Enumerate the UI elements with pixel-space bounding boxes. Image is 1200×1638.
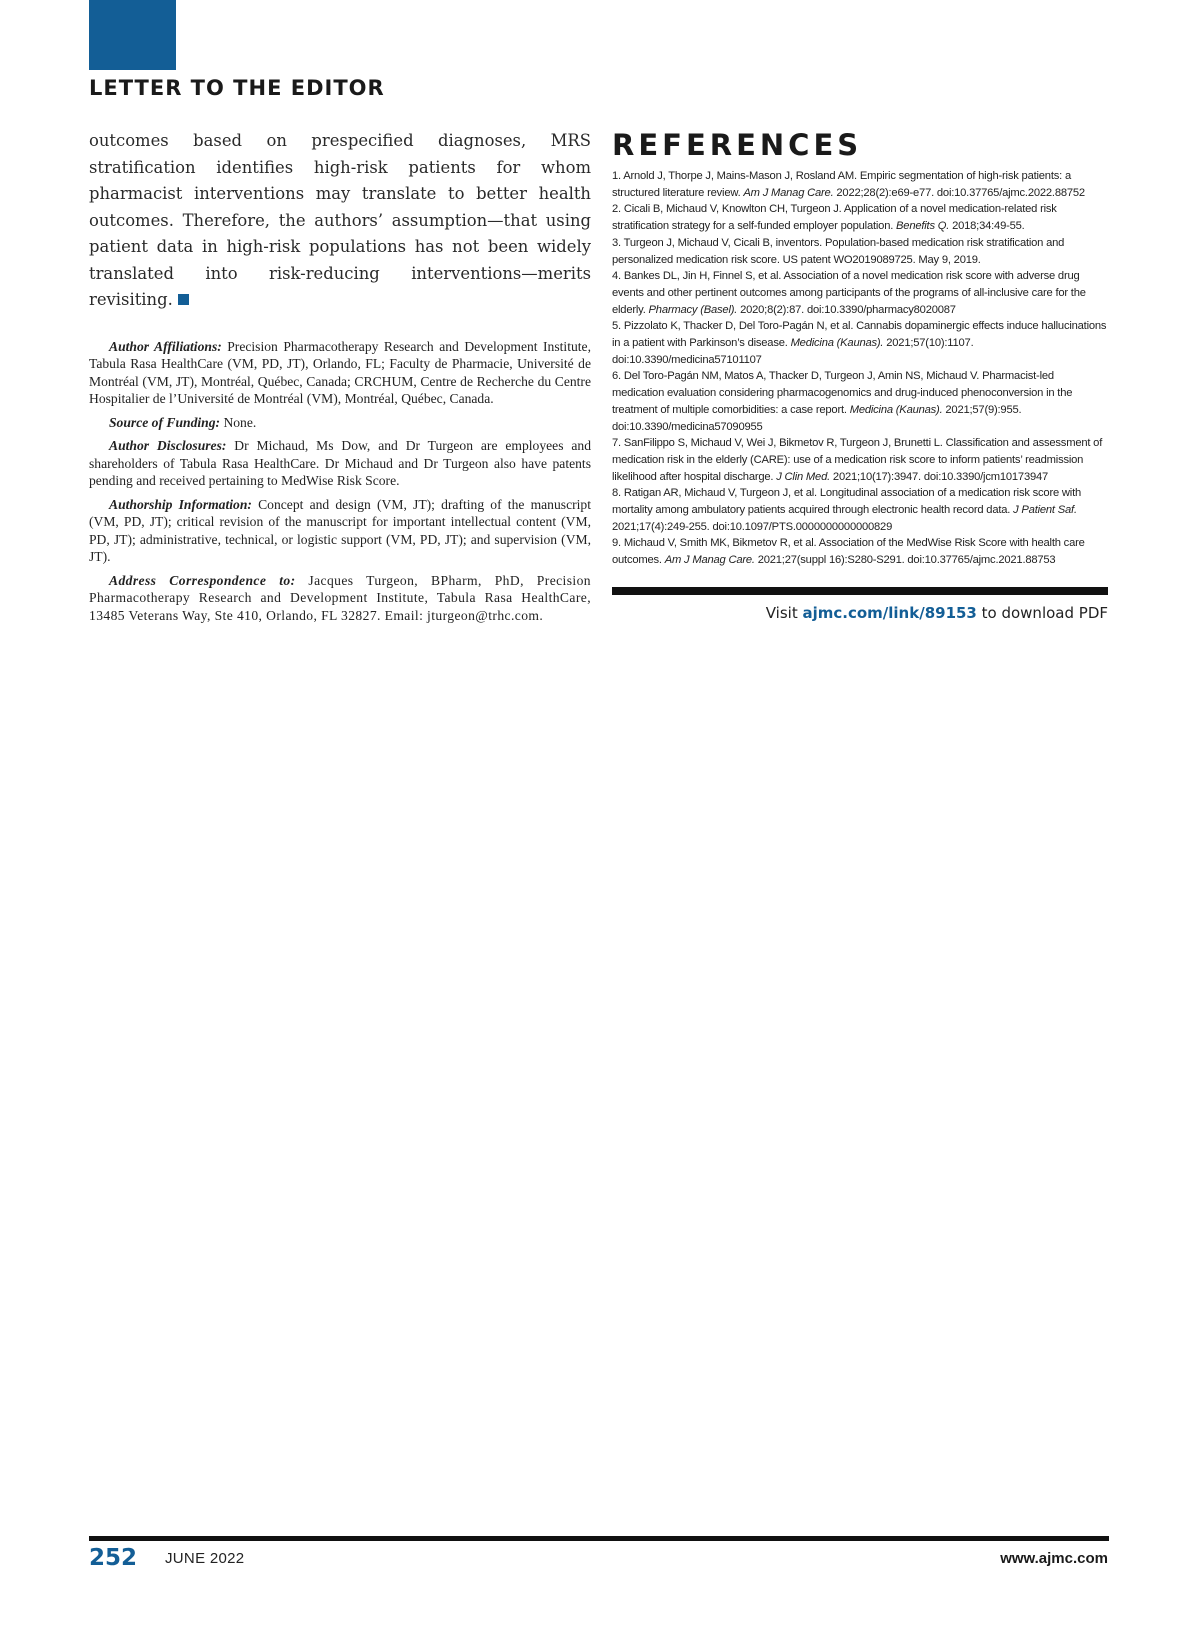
site-url: www.ajmc.com [1000, 1550, 1108, 1567]
note-disclosures-label: Author Disclosures: [109, 438, 227, 453]
note-disclosures [89, 437, 591, 490]
header-color-tab [89, 0, 176, 70]
reference-details: 2021;17(4):249-255. doi:10.1097/PTS.0000000000000829 [612, 520, 893, 533]
reference-journal: J Clin Med. [776, 470, 831, 483]
reference-details: 2021;57(9):955. doi:10.3390/medicina57090955 [612, 403, 1022, 433]
reference-item [612, 485, 1108, 535]
note-disclosures-text: Dr Michaud, Ms Dow, and Dr Turgeon are employees and shareholders of Tabula Rasa HealthCare. Dr Michaud and Dr Turgeon also have patents pending and received pertaining to MedWise Risk Score. [89, 438, 592, 488]
reference-details: 2020;8(2):87. doi:10.3390/pharmacy8020087 [737, 303, 956, 316]
note-affiliations-label: Author Affiliations: [109, 338, 222, 354]
reference-item [612, 168, 1108, 201]
references-divider [612, 587, 1108, 595]
note-correspondence-text: Jacques Turgeon, BPharm, PhD, Precision Pharmacotherapy Research and Development Institute, Tabula Rasa HealthCare, 13485 Veterans Way, Ste 410, Orlando, FL 32827. Email: jturgeon@trhc.com. [89, 572, 591, 623]
note-authorship-label: Authorship Information: [109, 496, 252, 512]
reference-item [612, 535, 1108, 568]
reference-text: 7. SanFilippo S, Michaud V, Wei J, Bikmetov R, Turgeon J, Brunetti L. Classification and assessment of medication risk in the elderly (CARE): use of a medication risk score to inform patients’ readmission likelihood after hospital discharge. [612, 437, 1103, 483]
reference-text: 8. Ratigan AR, Michaud V, Turgeon J, et al. Longitudinal association of a medication risk score with mortality among ambulatory patients acquired through electronic health record data. [612, 487, 1081, 517]
note-authorship [89, 496, 591, 566]
note-funding-label: Source of Funding: [109, 414, 221, 430]
reference-text: 6. Del Toro-Pagán NM, Matos A, Thacker D, Turgeon J, Amin NS, Michaud V. Pharmacist-led medication evaluation considering pharmacogenomics and drug-induced phenoconversion in the treatment of multiple comorbidities: a case report. [612, 370, 1073, 416]
reference-item [612, 435, 1108, 485]
author-notes [89, 338, 591, 625]
body-paragraph [89, 128, 591, 314]
reference-details: 2018;34:49-55. [949, 220, 1025, 233]
reference-text: 5. Pizzolato K, Thacker D, Del Toro-Pagán N, et al. Cannabis dopaminergic effects induce hallucinations in a patient with Parkinson’s disease. [612, 320, 1107, 350]
references-list [612, 168, 1108, 569]
reference-journal: Am J Manag Care. [664, 554, 755, 567]
reference-journal: J Patient Saf. [1013, 504, 1077, 517]
section-label: LETTER TO THE EDITOR [89, 76, 385, 100]
reference-details: 2022;28(2):e69-e77. doi:10.37765/ajmc.2022.88752 [833, 186, 1085, 199]
reference-item [612, 318, 1108, 368]
reference-item [612, 235, 1108, 268]
download-prefix: Visit [765, 603, 803, 622]
note-funding [89, 414, 591, 432]
reference-journal: Am J Manag Care. [743, 186, 834, 199]
note-correspondence [89, 572, 591, 625]
note-affiliations-text: Precision Pharmacotherapy Research and Development Institute, Tabula Rasa HealthCare (VM, PD, JT), Orlando, FL; Faculty de Pharmacie, Université de Montréal (VM, JT), Montréal, Québec, Canada; CRCHUM, Centre de Recherche du Centre Hospitalier de l’Université de Montréal (VM), Montréal, Québec, Canada. [89, 338, 591, 406]
note-correspondence-label: Address Correspondence to: [109, 572, 296, 588]
reference-text: 9. Michaud V, Smith MK, Bikmetov R, et al. Association of the MedWise Risk Score with health care outcomes. [612, 537, 1085, 567]
page-number: 252 [89, 1545, 138, 1571]
note-affiliations [89, 338, 591, 408]
body-paragraph-text: outcomes based on prespecified diagnoses, MRS stratification identifies high-risk patients for whom pharmacist interventions may translate to better health outcomes. Therefore, the authors’ assumption—that using patient data in high-risk populations has not been widely translated into risk-reducing interventions—merits revisiting. [89, 131, 591, 309]
download-pdf-link[interactable]: ajmc.com/link/89153 [802, 603, 977, 622]
reference-details: 2021;57(10):1107. doi:10.3390/medicina57101107 [612, 337, 974, 366]
reference-item [612, 368, 1108, 435]
reference-journal: Medicina (Kaunas). [849, 403, 943, 416]
reference-item [612, 201, 1108, 234]
download-suffix: to download PDF [976, 603, 1108, 622]
references-heading: REFERENCES [612, 128, 863, 162]
reference-item [612, 268, 1108, 318]
download-pdf-line [612, 604, 1108, 622]
reference-journal: Pharmacy (Basel). [648, 303, 738, 316]
right-column [612, 128, 1108, 622]
reference-journal: Medicina (Kaunas). [790, 337, 884, 350]
reference-text: 1. Arnold J, Thorpe J, Mains-Mason J, Rosland AM. Empiric segmentation of high-risk patients: a structured literature review. [612, 170, 1071, 199]
note-authorship-text: Concept and design (VM, JT); drafting of the manuscript (VM, PD, JT); critical revision of the manuscript for important intellectual content (VM, PD, JT); administrative, technical, or logistic support (VM, PD, JT); and supervision (VM, JT). [89, 496, 591, 564]
note-funding-text: None. [220, 414, 257, 430]
reference-text: 3. Turgeon J, Michaud V, Cicali B, inventors. Population-based medication risk stratification and personalized medication risk score. US patent WO2019089725. May 9, 2019. [612, 236, 1065, 266]
reference-text: 4. Bankes DL, Jin H, Finnel S, et al. Association of a novel medication risk score with adverse drug events and other pertinent outcomes among participants of the programs of all-inclusive care for the elderly. [612, 270, 1086, 316]
reference-journal: Benefits Q. [896, 220, 950, 233]
reference-details: 2021;10(17):3947. doi:10.3390/jcm10173947 [830, 470, 1049, 483]
reference-details: 2021;27(suppl 16):S280-S291. doi:10.37765/ajmc.2021.88753 [754, 554, 1056, 567]
reference-text: 2. Cicali B, Michaud V, Knowlton CH, Turgeon J. Application of a novel medication-related risk stratification strategy for a self-funded employer population. [612, 203, 1057, 233]
end-of-article-mark [178, 294, 189, 305]
footer-divider [89, 1536, 1109, 1541]
issue-date: JUNE 2022 [165, 1550, 245, 1567]
left-column [89, 128, 591, 630]
